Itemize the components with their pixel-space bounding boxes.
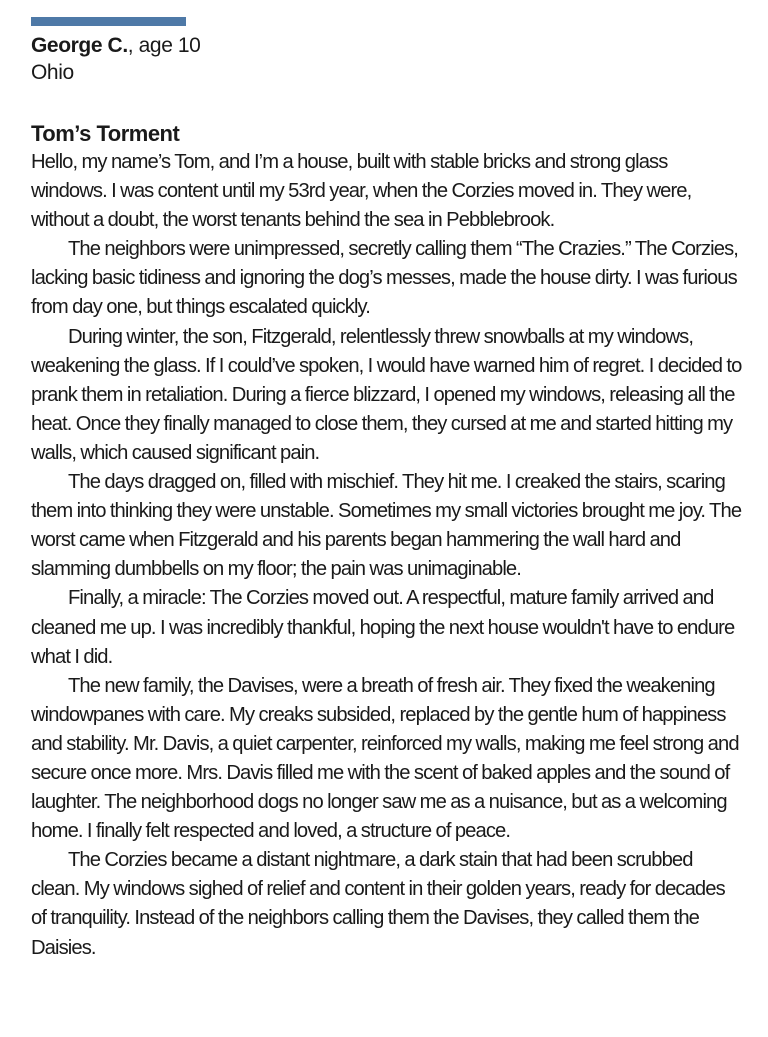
story-paragraph: The new family, the Davises, were a breath of fresh air. They fixed the weakening windowpanes with care. My creaks subsided, replaced by the gentle hum of happiness and stability. Mr. Davis, a quiet carpenter, reinforced my walls, making me feel strong and secure once more. Mrs. Davis filled me with the scent of baked apples and the sound of laughter. The neighborhood dogs no longer saw me as a nuisance, but as a welcoming home. I finally felt respected and loved, a structure of peace. [31,674,739,843]
author-line [31,32,743,59]
story-paragraph: During winter, the son, Fitzgerald, relentlessly threw snowballs at my windows, weakening the glass. If I could’ve spoken, I would have warned him of regret. I decided to prank them in retaliation. During a fierce blizzard, I opened my windows, releasing all the heat. Once they finally managed to close them, they cursed at me and started hitting my walls, which caused significant pain. [31,325,742,464]
story-title: Tom’s Torment [31,121,180,146]
story-paragraph: The days dragged on, filled with mischief. They hit me. I creaked the stairs, scaring them into thinking they were unstable. Sometimes my small victories brought me joy. The worst came when Fitzgerald and his parents began hammering the wall hard and slamming dumbbells on my floor; the pain was unimaginable. [31,471,742,581]
story-paragraph: The neighbors were unimpressed, secretly calling them “The Crazies.” The Corzies, lacking basic tidiness and ignoring the dog’s messes, made the house dirty. I was furious from day one, but things escalated quickly. [31,238,738,319]
story-page [31,17,743,963]
author-location: Ohio [31,61,74,84]
story-body [31,148,743,963]
author-name: George C. [31,34,128,57]
story-paragraph: Hello, my name’s Tom, and I’m a house, built with stable bricks and strong glass windows. I was content until my 53rd year, when the Corzies moved in. They were, without a doubt, the worst tenants behind the sea in Pebblebrook. [31,151,692,232]
accent-bar [31,17,186,26]
author-age: , age 10 [127,34,201,57]
story-paragraph: Finally, a miracle: The Corzies moved out. A respectful, mature family arrived and cleaned me up. I was incredibly thankful, hoping the next house wouldn't have to endure what I did. [31,587,735,668]
story-paragraph: The Corzies became a distant nightmare, a dark stain that had been scrubbed clean. My windows sighed of relief and content in their golden years, ready for decades of tranquility. Instead of the neighbors calling them the Davises, they called them the Daisies. [31,849,725,959]
